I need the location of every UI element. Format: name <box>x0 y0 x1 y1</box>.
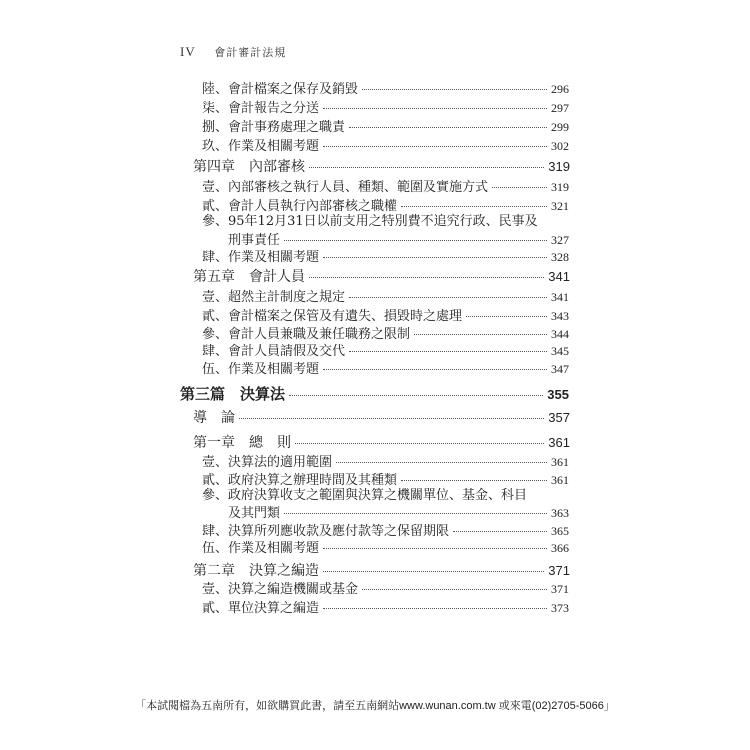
running-header <box>180 44 286 60</box>
toc-entry: 玖、作業及相關考題 302 <box>202 139 569 154</box>
toc-entry: 壹、超然主計制度之規定 341 <box>202 290 569 305</box>
page-number-roman: IV <box>180 44 196 59</box>
toc-entry: 壹、內部審核之執行人員、種類、範圍及實施方式 319 <box>202 180 569 195</box>
toc-entry-line: 參、95年12月31日以前支用之特別費不追究行政、民事及 <box>202 214 538 229</box>
book-title: 會計審計法規 <box>214 46 287 59</box>
toc-chapter: 第四章 內部審核 319 <box>193 158 570 174</box>
toc-chapter: 第一章 總 則 361 <box>193 434 570 450</box>
toc-entry: 刑事責任 327 <box>228 233 569 248</box>
toc-entry: 伍、作業及相關考題 366 <box>202 541 569 556</box>
toc-entry: 捌、會計事務處理之職責 299 <box>202 120 569 135</box>
preview-notice-footer: 「本試閱檔為五南所有，如欲購買此書，請至五南網站www.wunan.com.tw 或來電(02)2705-5066」 <box>135 700 615 712</box>
toc-entry: 參、會計人員兼職及兼任職務之限制 344 <box>202 327 569 342</box>
toc-chapter: 第二章 決算之編造 371 <box>193 562 570 578</box>
toc-entry: 壹、決算法的適用範圍 361 <box>202 455 569 470</box>
toc-entry-line: 參、政府決算收支之範圍與決算之機關單位、基金、科目 <box>202 488 528 503</box>
toc-entry: 肆、會計人員請假及交代 345 <box>202 344 569 359</box>
toc-entry: 肆、作業及相關考題 328 <box>202 250 569 265</box>
toc-entry: 貳、單位決算之編造 373 <box>202 601 569 616</box>
toc-entry: 肆、決算所列應收款及應付款等之保留期限 365 <box>202 524 569 539</box>
toc-entry: 壹、決算之編造機關或基金 371 <box>202 582 569 597</box>
toc-entry: 貳、會計檔案之保管及有遺失、損毀時之處理 343 <box>202 309 569 324</box>
toc-chapter: 第五章 會計人員 341 <box>193 268 570 284</box>
toc-entry: 伍、作業及相關考題 347 <box>202 362 569 377</box>
toc-chapter: 導 論 357 <box>193 409 570 425</box>
toc-part: 第三篇 決算法 355 <box>180 386 569 403</box>
toc-entry: 陸、會計檔案之保存及銷毀 296 <box>202 82 569 97</box>
toc-entry: 貳、政府決算之辦理時間及其種類 361 <box>202 473 569 488</box>
toc-entry: 柒、會計報告之分送 297 <box>202 101 569 116</box>
toc-entry: 及其門類 363 <box>228 506 569 521</box>
toc-entry: 貳、會計人員執行內部審核之職權 321 <box>202 199 569 214</box>
